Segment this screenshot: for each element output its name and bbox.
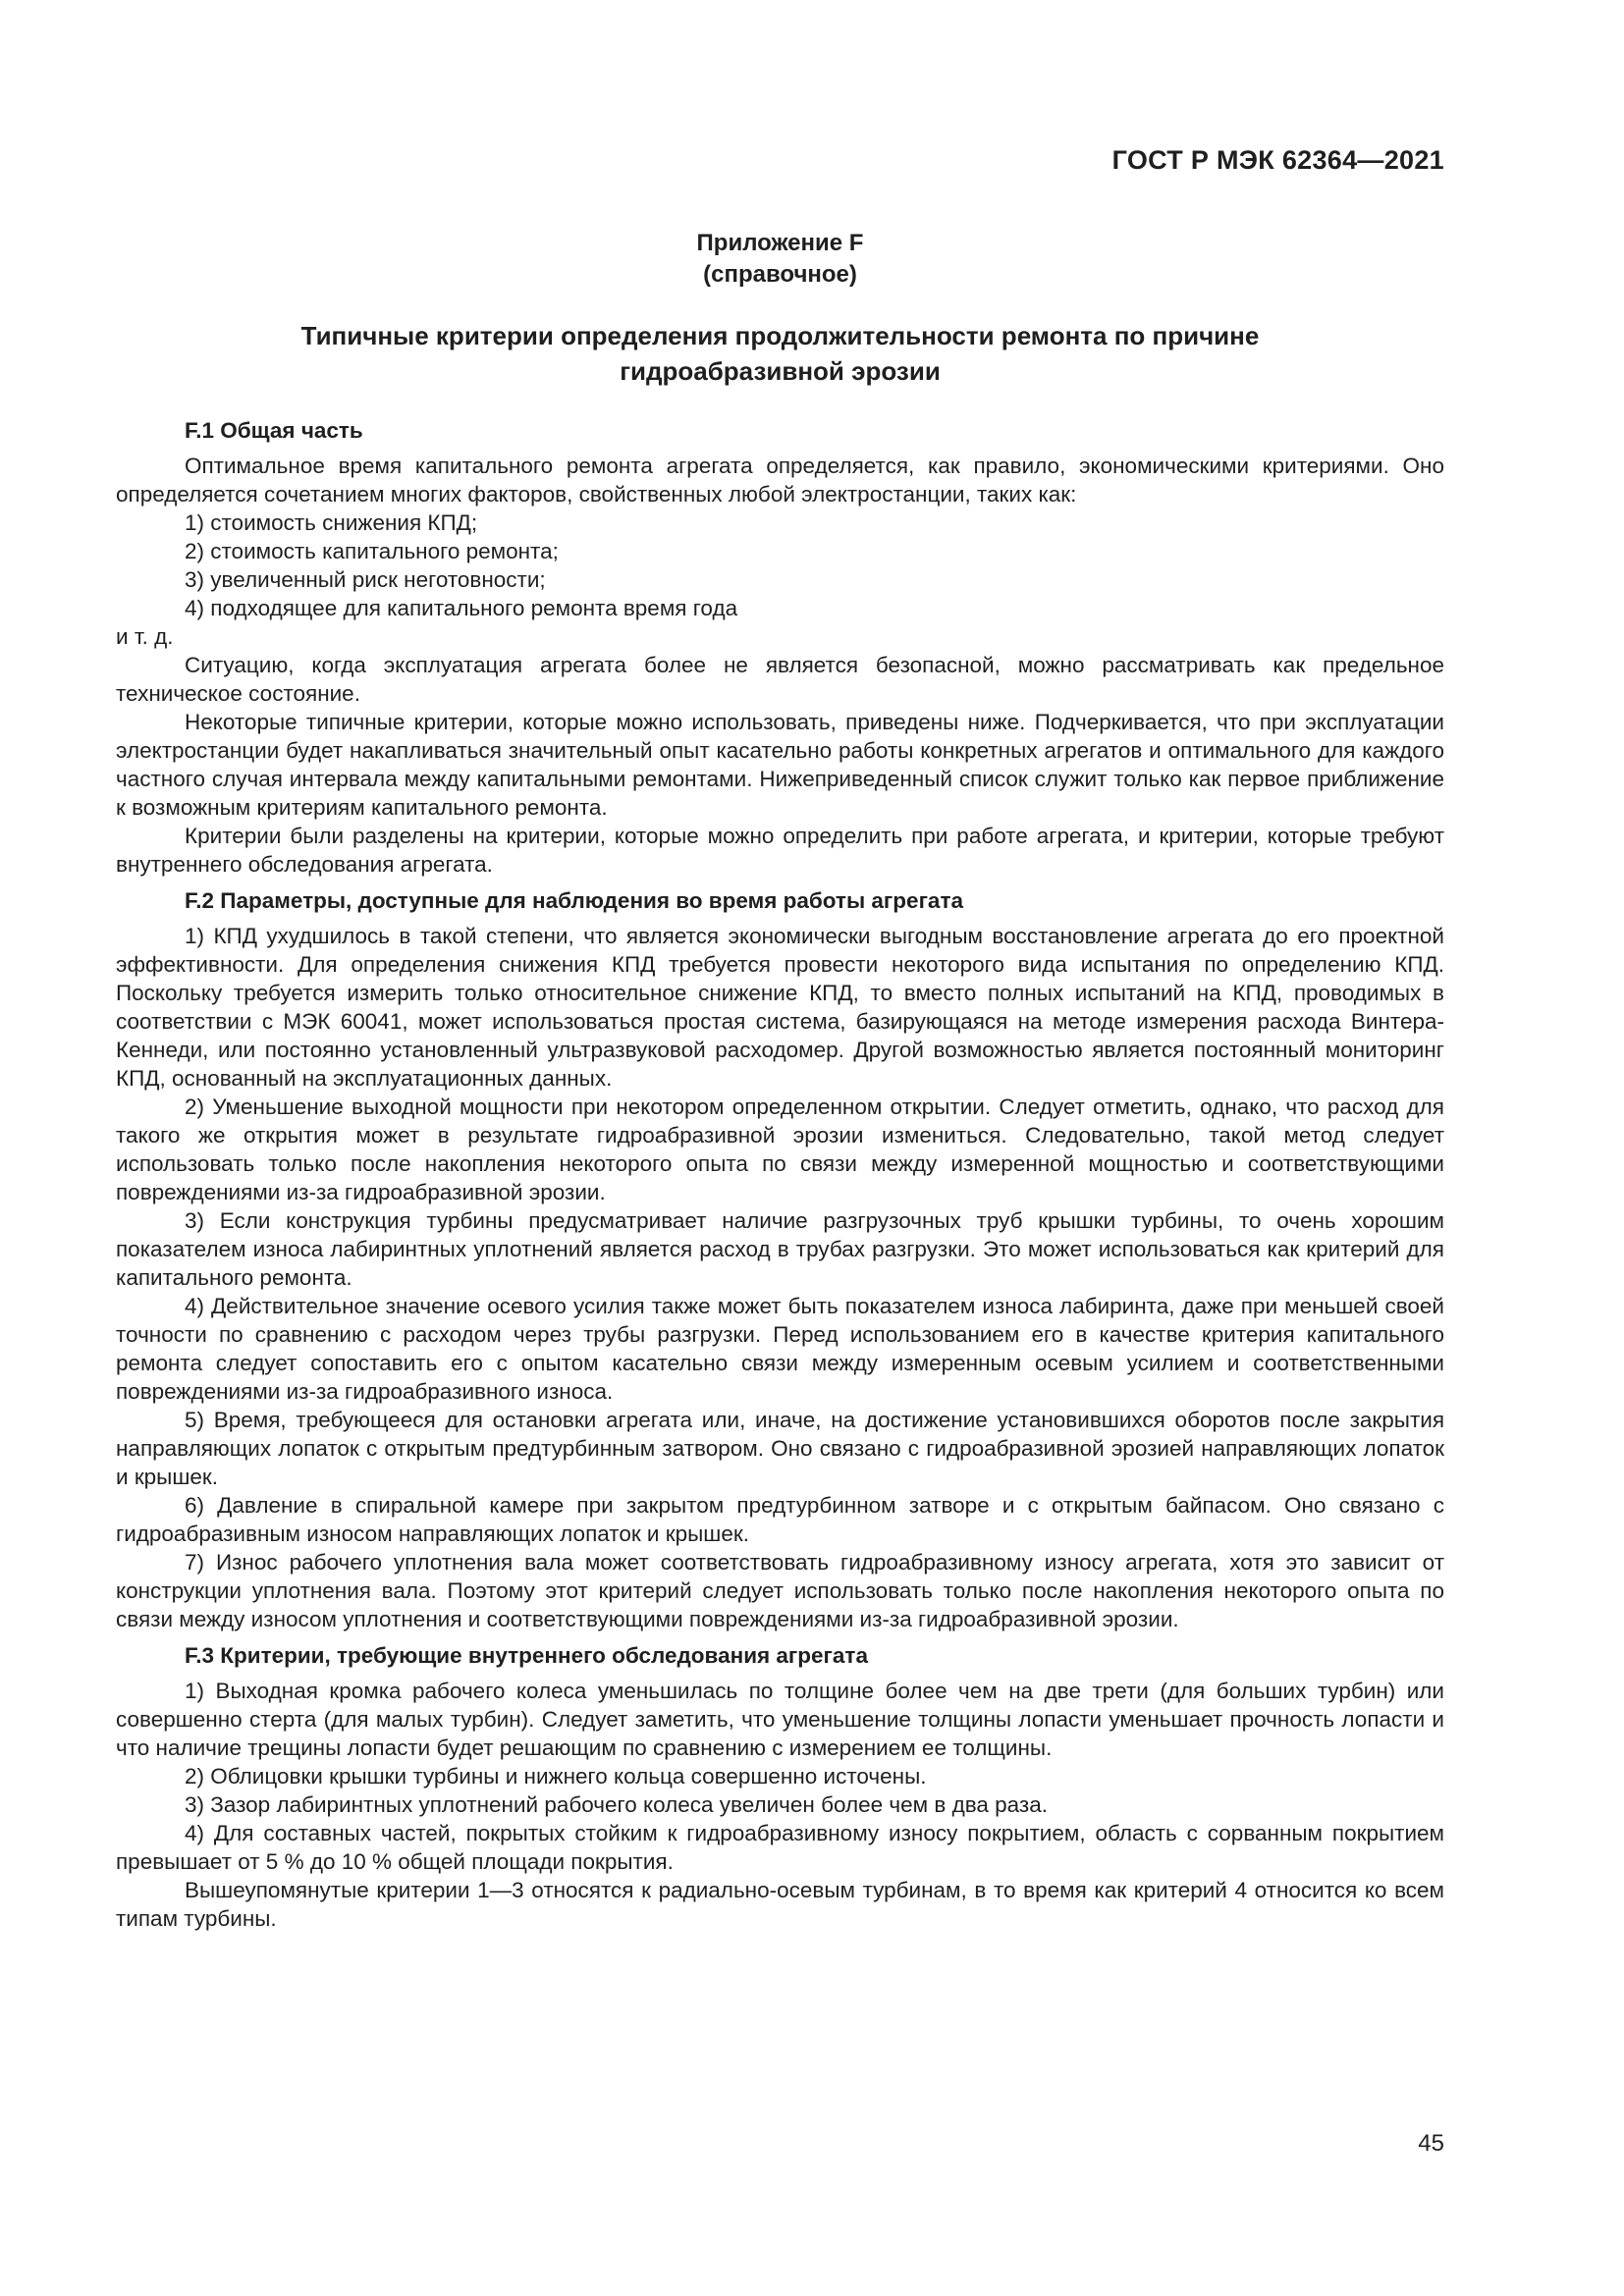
section-f2-title: F.2 Параметры, доступные для наблюдения во время работы агрегата xyxy=(185,888,963,913)
list-item: 1) стоимость снижения КПД; xyxy=(185,510,478,535)
document-body xyxy=(116,416,1444,1933)
section-f3-item: 2) Облицовки крышки турбины и нижнего кольца совершенно источены. xyxy=(185,1764,927,1789)
section-f1-intro: Оптимальное время капитального ремонта агрегата определяется, как правило, экономическими критериями. Оно определяется сочетанием многих факторов, свойственных любой электростанции, таких как: xyxy=(116,454,1444,507)
section-f3-closing: Вышеупомянутые критерии 1—3 относятся к радиально-осевым турбинам, в то время как критерий 4 относится ко всем типам турбины. xyxy=(116,1878,1444,1931)
section-f2-item: 7) Износ рабочего уплотнения вала может соответствовать гидроабразивному износу агрегата, хотя это зависит от конструкции уплотнения вала. Поэтому этот критерий следует использовать только после накопления некоторого опыта по связи между износом уплотнения и соответствующими повреждениями из-за гидроабразивной эрозии. xyxy=(116,1550,1444,1631)
appendix-label: Приложение F xyxy=(696,230,864,256)
section-f3-item: 1) Выходная кромка рабочего колеса уменьшилась по толщине более чем на две трети (для больших турбин) или совершенно стерта (для малых турбин). Следует заметить, что уменьшение толщины лопасти уменьшает прочность лопасти и что наличие трещины лопасти будет решающим по сравнению с измерением ее толщины. xyxy=(116,1679,1444,1760)
section-f1-paragraph: Критерии были разделены на критерии, которые можно определить при работе агрегата, и критерии, которые требуют внутреннего обследования агрегата. xyxy=(116,824,1444,877)
document-page xyxy=(116,0,1444,2296)
section-f2-item: 3) Если конструкция турбины предусматривает наличие разгрузочных труб крышки турбины, то очень хорошим показателем износа лабиринтных уплотнений является расход в трубах разгрузки. Это может использоваться как критерий для капитального ремонта. xyxy=(116,1208,1444,1290)
section-f3-item: 4) Для составных частей, покрытых стойким к гидроабразивному износу покрытием, область с сорванным покрытием превышает от 5 % до 10 % общей площади покрытия. xyxy=(116,1821,1444,1874)
list-etc: и т. д. xyxy=(116,624,174,649)
title-line-2: гидроабразивной эрозии xyxy=(620,356,941,386)
appendix-note: (справочное) xyxy=(703,261,857,288)
section-f2-item: 4) Действительное значение осевого усилия также может быть показателем износа лабиринта, даже при меньшей своей точности по сравнению с расходом через трубы разгрузки. Перед использованием его в качестве критерия капитального ремонта следует сопоставить его с опытом касательно связи между измеренным осевым усилием и соответственными повреждениями из-за гидроабразивного износа. xyxy=(116,1294,1444,1404)
title-line-1: Типичные критерии определения продолжительности ремонта по причине xyxy=(300,321,1260,350)
section-f3-title: F.3 Критерии, требующие внутреннего обследования агрегата xyxy=(185,1643,868,1668)
appendix-title xyxy=(116,318,1444,389)
list-item: 2) стоимость капитального ремонта; xyxy=(185,539,559,563)
section-f2-item: 1) КПД ухудшилось в такой степени, что является экономически выгодным восстановление агрегата до его проектной эффективности. Для определения снижения КПД требуется провести некоторого вида испытания по определению КПД. Поскольку требуется измерить только относительное снижение КПД, то вместо полных испытаний на КПД, проводимых в соответствии с МЭК 60041, может использоваться простая система, базирующаяся на методе измерения расхода Винтера-Кеннеди, или постоянно установленный ультразвуковой расходомер. Другой возможностью является постоянный мониторинг КПД, основанный на эксплуатационных данных. xyxy=(116,924,1444,1091)
section-f2-item: 5) Время, требующееся для остановки агрегата или, иначе, на достижение установившихся оборотов после закрытия направляющих лопаток с открытым предтурбинным затвором. Оно связано с гидроабразивной эрозией направляющих лопаток и крышек. xyxy=(116,1408,1444,1489)
section-f2-item: 6) Давление в спиральной камере при закрытом предтурбинном затворе и с открытым байпасом. Оно связано с гидроабразивным износом направляющих лопаток и крышек. xyxy=(116,1493,1444,1546)
list-item: 4) подходящее для капитального ремонта время года xyxy=(185,596,738,620)
section-f2-item: 2) Уменьшение выходной мощности при некотором определенном открытии. Следует отметить, однако, что расход для такого же открытия может в результате гидроабразивной эрозии измениться. Следовательно, такой метод следует использовать только после накопления некоторого опыта по связи между измеренной мощностью и соответствующими повреждениями из-за гидроабразивной эрозии. xyxy=(116,1095,1444,1204)
section-f1-paragraph: Ситуацию, когда эксплуатация агрегата более не является безопасной, можно рассматривать как предельное техническое состояние. xyxy=(116,653,1444,706)
list-item: 3) увеличенный риск неготовности; xyxy=(185,567,546,592)
section-f1-paragraph: Некоторые типичные критерии, которые можно использовать, приведены ниже. Подчеркивается, что при эксплуатации электростанции будет накапливаться значительный опыт касательно работы конкретных агрегатов и оптимального для каждого частного случая интервала между капитальными ремонтами. Нижеприведенный список служит только как первое приближение к возможным критериям капитального ремонта. xyxy=(116,710,1444,820)
section-f1-title: F.1 Общая часть xyxy=(185,418,363,443)
appendix-heading xyxy=(116,228,1444,291)
standard-designation: ГОСТ Р МЭК 62364—2021 xyxy=(1111,145,1444,175)
page-number: 45 xyxy=(1418,2130,1444,2157)
section-f3-item: 3) Зазор лабиринтных уплотнений рабочего колеса увеличен более чем в два раза. xyxy=(185,1792,1049,1817)
